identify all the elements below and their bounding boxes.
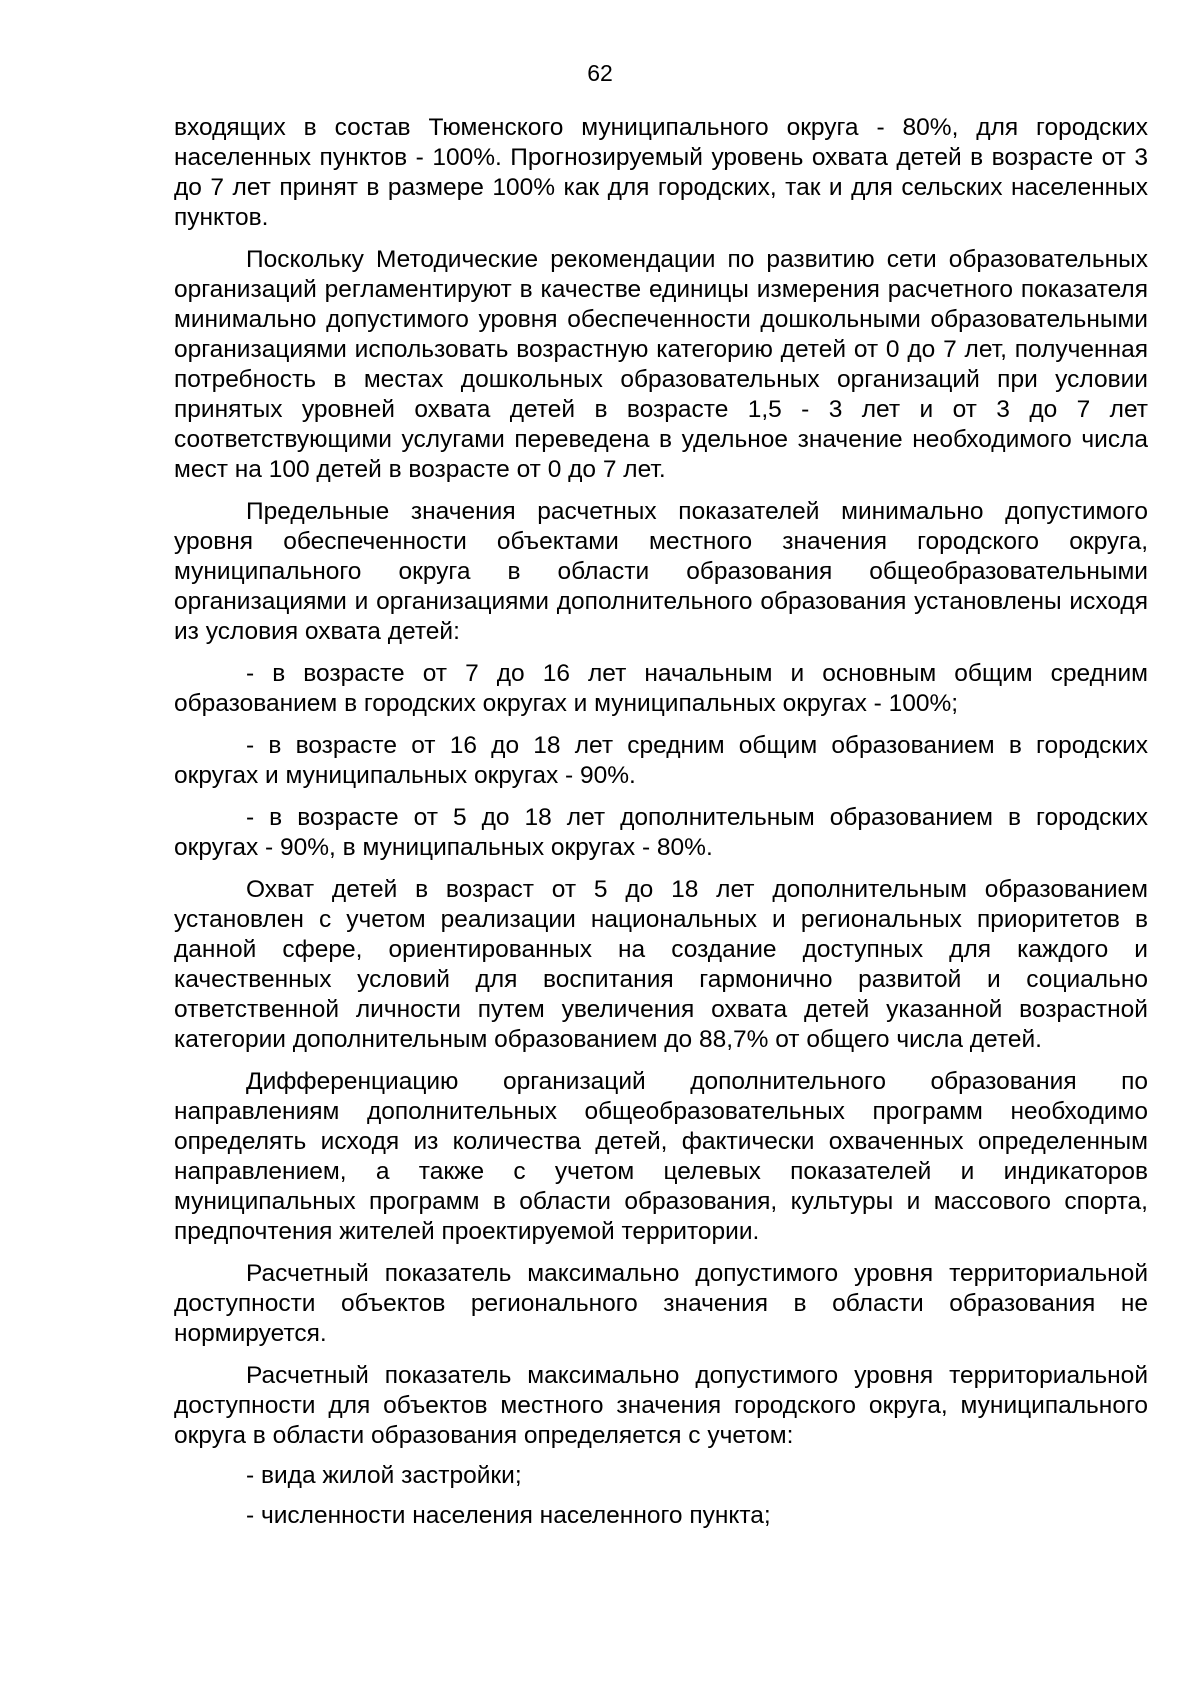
paragraph-methodical-recommendations: Поскольку Методические рекомендации по развитию сети образовательных организаций регламентируют в качестве единицы измерения расчетного показателя минимально допустимого уровня обеспеченности дошкольными образовательными организациями использовать возрастную категорию детей от 0 до 7 лет, полученная потребность в местах дошкольных образовательных организаций при условии принятых уровней охвата детей в возрасте 1,5 - 3 лет и от 3 до 7 лет соответствующими услугами переведена в удельное значение необходимого числа мест на 100 детей в возрасте от 0 до 7 лет. — [174, 246, 1148, 483]
list-item-general-education: - в возрасте от 7 до 16 лет начальным и основным общим средним образованием в городских округах и муниципальных округах - 100%; — [174, 660, 1148, 717]
list-item-population: - численности населения населенного пункта; — [246, 1502, 771, 1529]
paragraph-regional-accessibility: Расчетный показатель максимально допустимого уровня территориальной доступности объектов регионального значения в области образования не нормируется. — [174, 1260, 1148, 1347]
paragraph-differentiation: Дифференциацию организаций дополнительного образования по направлениям дополнительных общеобразовательных программ необходимо определять исходя из количества детей, фактически охваченных определенным направлением, а также с учетом целевых показателей и индикаторов муниципальных программ в области образования, культуры и массового спорта, предпочтения жителей проектируемой территории. — [174, 1068, 1148, 1245]
paragraph-local-accessibility: Расчетный показатель максимально допустимого уровня территориальной доступности для объектов местного значения городского округа, муниципального округа в области образования определяется с учетом: — [174, 1362, 1148, 1449]
paragraph-continuation: входящих в состав Тюменского муниципального округа - 80%, для городских населенных пунктов - 100%. Прогнозируемый уровень охвата детей в возрасте от 3 до 7 лет принят в размере 100% как для городских, так и для сельских населенных пунктов. — [174, 114, 1148, 231]
list-item-additional-education: - в возрасте от 5 до 18 лет дополнительным образованием в городских округах - 90%, в муниципальных округах - 80%. — [174, 804, 1148, 861]
paragraph-coverage: Охват детей в возраст от 5 до 18 лет дополнительным образованием установлен с учетом реализации национальных и региональных приоритетов в данной сфере, ориентированных на создание доступных для каждого и качественных условий для воспитания гармонично развитой и социально ответственной личности путем увеличения охвата детей указанной возрастной категории дополнительным образованием до 88,7% от общего числа детей. — [174, 876, 1148, 1053]
document-body — [174, 113, 1148, 1541]
paragraph-limit-values: Предельные значения расчетных показателей минимально допустимого уровня обеспеченности объектами местного значения городского округа, муниципального округа в области образования общеобразовательными организациями и организациями дополнительного образования установлены исходя из условия охвата детей: — [174, 498, 1148, 645]
page-number: 62 — [587, 60, 613, 86]
list-item-secondary-education: - в возрасте от 16 до 18 лет средним общим образованием в городских округах и муниципальных округах - 90%. — [174, 732, 1148, 789]
list-item-housing-type: - вида жилой застройки; — [246, 1462, 522, 1489]
